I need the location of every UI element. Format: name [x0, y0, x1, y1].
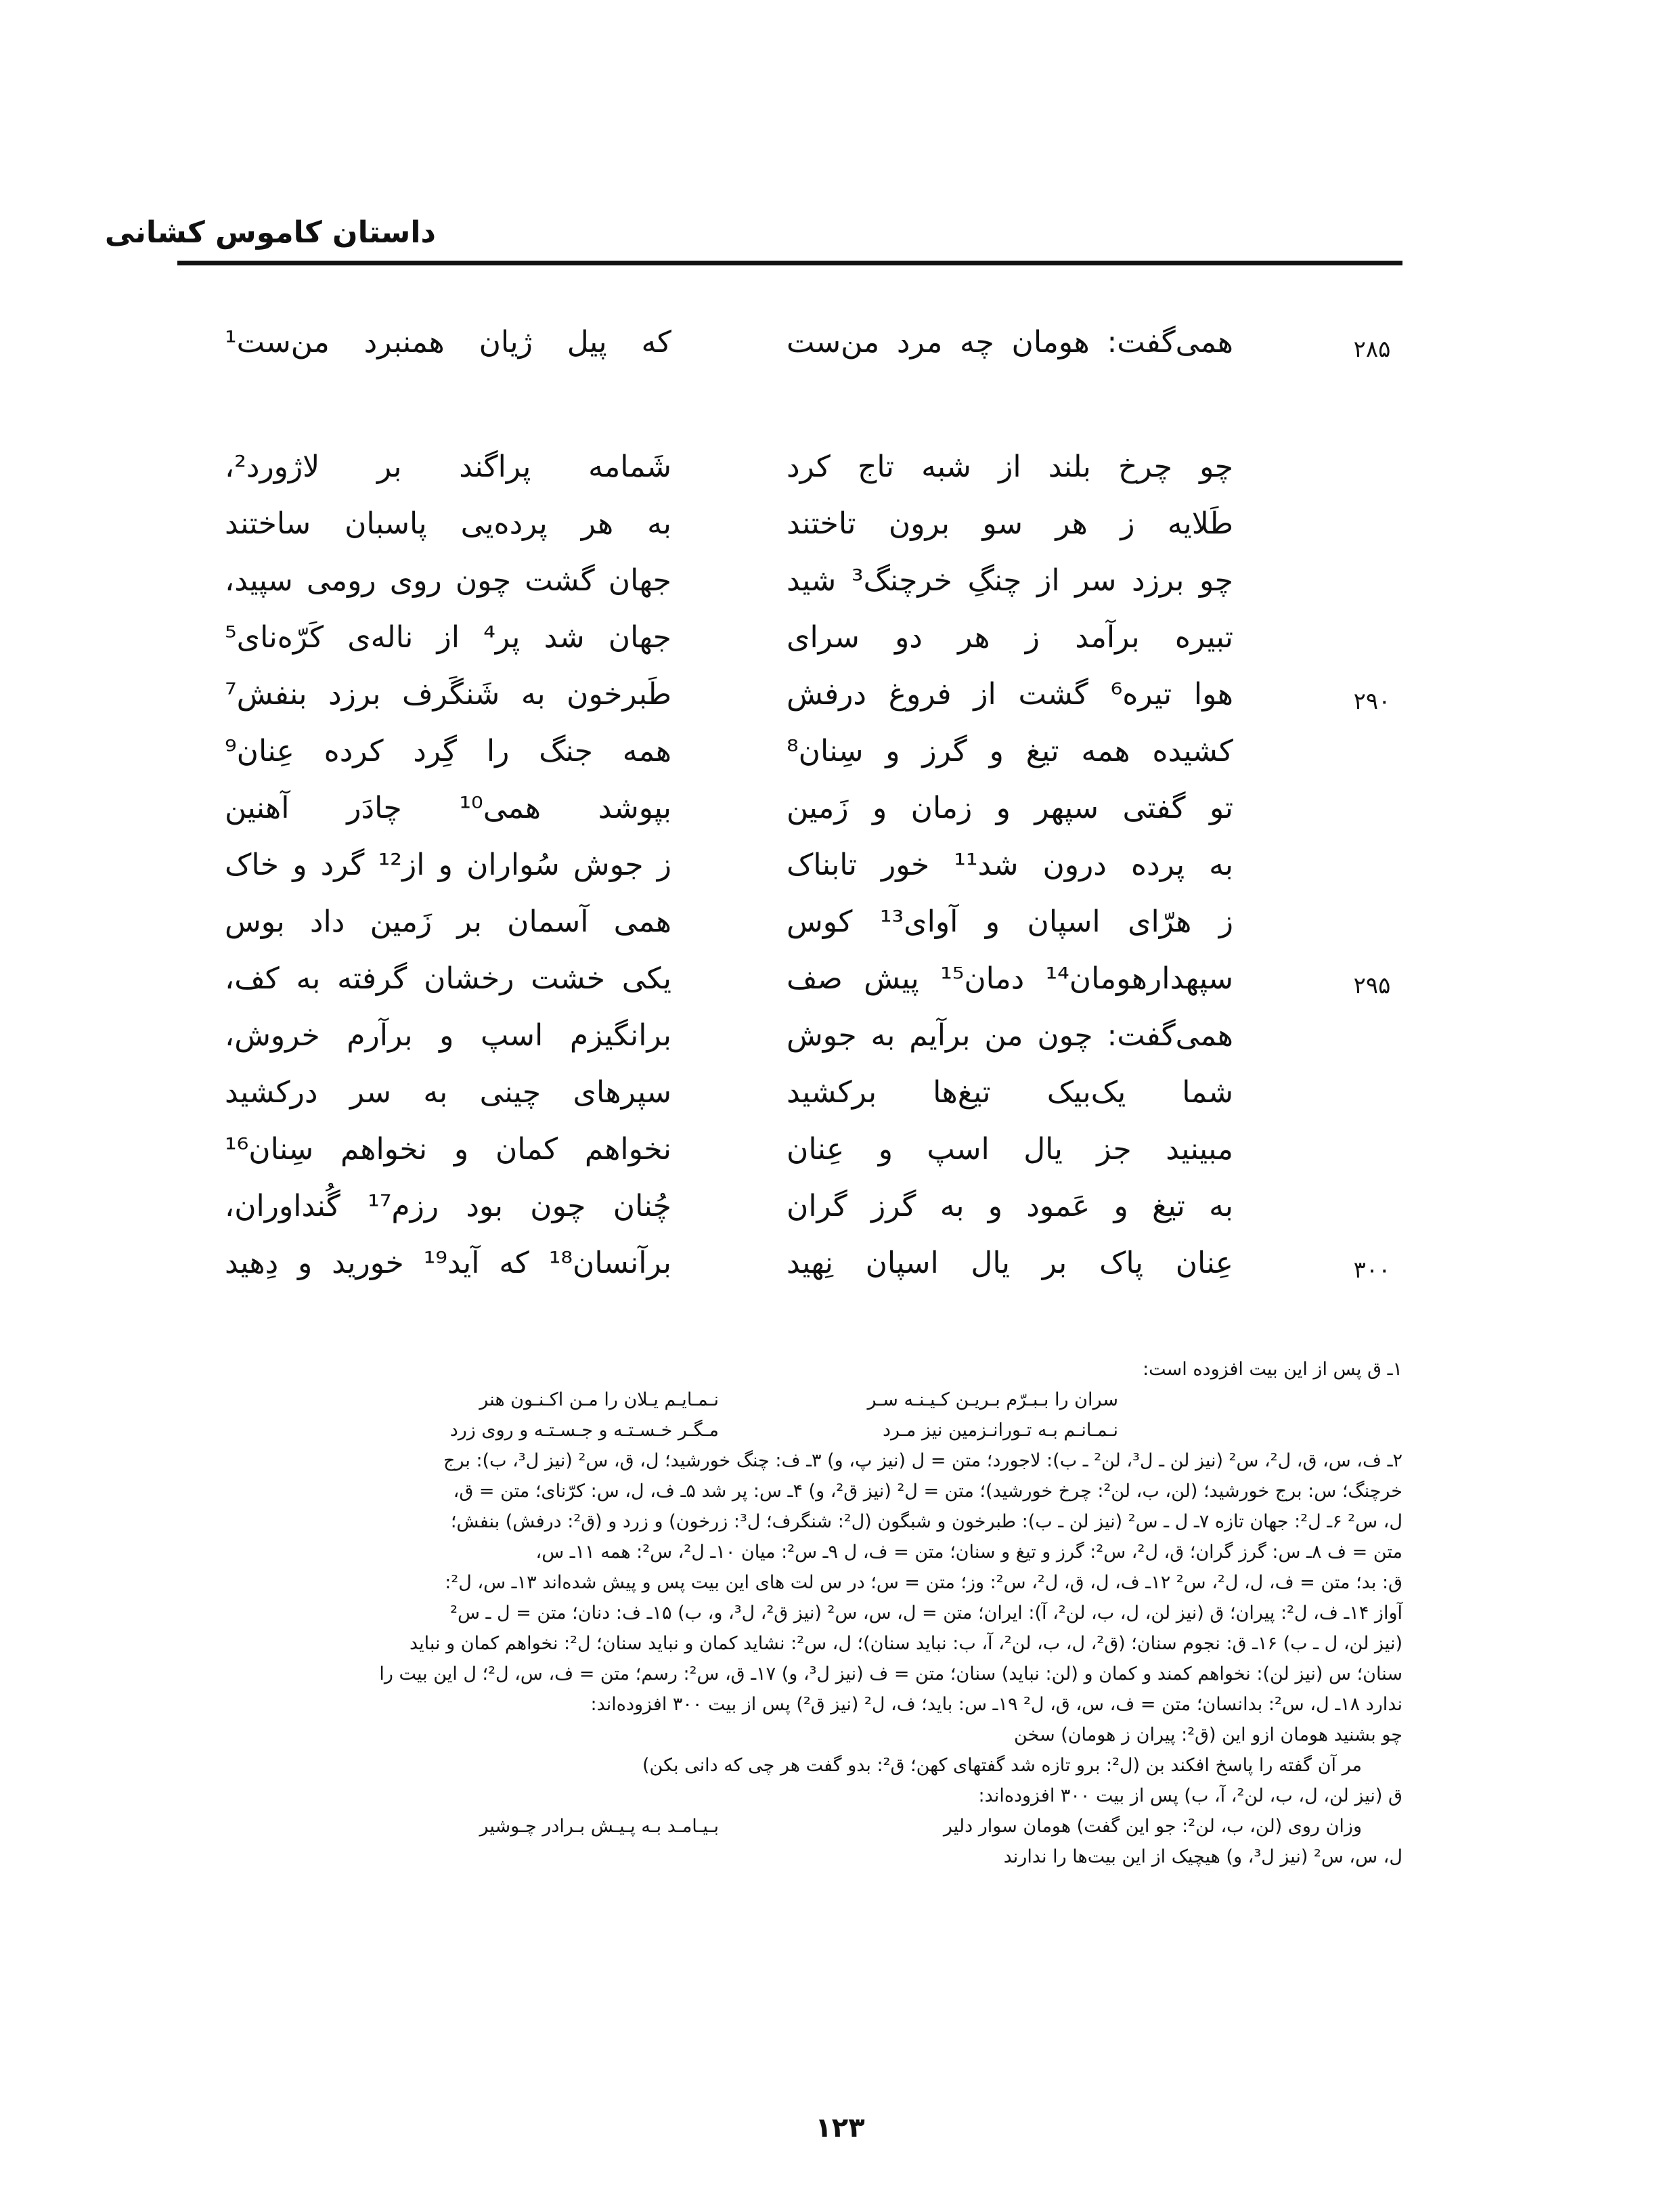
verse-row: [177, 841, 1402, 898]
page-number: ۱۲۳: [815, 2112, 865, 2143]
footnote-1-intro: ۱ـ ق پس از این بیت افزوده است:: [1143, 1359, 1402, 1380]
footnote-verse: [162, 1385, 1402, 1415]
hemistich-first: به تیغ و عَمود و به گرز گران: [787, 1189, 1233, 1223]
hemistich-first: همی‌گفت: چون من برآیم به جوش: [787, 1018, 1233, 1053]
verse-number: ۲۹۵: [1353, 972, 1391, 999]
hemistich-first: همی‌گفت: هومان چه مرد من‌ست: [787, 325, 1233, 360]
verse-row: [177, 557, 1402, 613]
footnote-hemistich-second: بـیـامـد بـه پـیـش بـرادر چـوشیر: [479, 1816, 719, 1837]
footnote-line: متن = ف ۸ـ س: گرز گران؛ ق، ل²، س²: گرز و تیغ و سنان؛ متن = ف، ل ۹ـ س²: میان ۱۰ـ ل²، س²: همه ۱۱ـ س،: [535, 1542, 1402, 1563]
verse-row: [177, 898, 1402, 955]
footnote-hemistich-second: نـمـایـم یـلان را مـن اکـنـون هنر: [479, 1389, 719, 1410]
footnote-hemistich-first: سران را بـبـرّم بـریـن کـیـنـه سـر: [867, 1389, 1118, 1410]
hemistich-first: شما یک‌بیک تیغ‌ها برکشید: [787, 1075, 1233, 1110]
verse-row: [177, 1011, 1402, 1068]
footnote-line: ندارد ۱۸ـ ل، س²: بدانسان؛ متن = ف، س، ق، ل² ۱۹ـ س: باید؛ ف، ل² (نیز ق²) پس از بیت ۳۰۰ افزوده‌اند:: [590, 1694, 1402, 1715]
footnote-line: خرچنگ؛ س: برج خورشید؛ (لن، ب، لن²: چرخ خورشید)؛ متن = ل² (نیز ق²، و) ۴ـ س: پر شد ۵ـ ف، ل، س: کرّنای؛ متن = ق،: [453, 1481, 1402, 1502]
footnote-final-line: ل، س، س² (نیز ل³، و) هیچیک از این بیت‌ها را ندارند: [1003, 1846, 1402, 1867]
footnote-hemistich-second: مـگـر خـسـتـه و جـسـتـه و روی زرد: [449, 1420, 719, 1441]
hemistich-second: همه جنگ را گِرد کرده عِنان⁹: [225, 734, 671, 768]
hemistich-first: عِنان پاک بر یال اسپان نِهید: [787, 1246, 1233, 1280]
footnote-line: ل، س² ۶ـ ل²: جهان تازه ۷ـ ل ـ س² (نیز لن ـ ب): طبرخون و شبگون (ل²: شنگرف؛ ل³: زرخون) و زرد و (ق²: درفش) بنفش؛: [450, 1511, 1402, 1532]
hemistich-second: جهان شد پر⁴ از ناله‌ی کَرّه‌نای⁵: [225, 620, 671, 655]
hemistich-second: برانگیزم اسپ و برآرم خروش،: [225, 1018, 671, 1053]
verse-row: [177, 784, 1402, 841]
hemistich-first: هوا تیره⁶ گشت از فروغ درفش: [787, 677, 1233, 712]
footnote-line: سنان؛ س (نیز لن): نخواهم کمند و کمان و (لن: نباید) سنان؛ متن = ف (نیز ل³، و) ۱۷ـ ق، س²: رسم؛ متن = ف، س، ل²؛ ل این بیت را: [379, 1663, 1402, 1684]
hemistich-second: یکی خشت رخشان گرفته به کف،: [225, 961, 671, 996]
footnote-hemistich-first: نـمـانـم بـه تـورانـزمین نیز مـرد: [882, 1420, 1118, 1441]
header-rule: [177, 261, 1402, 265]
verse-row: [177, 670, 1402, 727]
hemistich-first: سپهدارهومان¹⁴ دمان¹⁵ پیش صف: [787, 961, 1233, 996]
hemistich-first: چو چرخ بلند از شبه تاج کرد: [787, 450, 1233, 484]
hemistich-second: بپوشد همی¹⁰ چادَر آهنین: [225, 791, 671, 825]
hemistich-second: ز جوش سُواران و از¹² گرد و خاک: [225, 848, 671, 882]
verse-number: ۳۰۰: [1353, 1257, 1391, 1284]
hemistich-second: که پیل ژیان همنبرد من‌ست¹: [225, 325, 671, 360]
footnote-extra-line: چو بشنید هومان ازو این (ق²: پیران ز هومان) سخن: [1014, 1724, 1402, 1745]
hemistich-first: طَلایه ز هر سو برون تاختند: [787, 506, 1233, 541]
verse-row: [177, 613, 1402, 670]
hemistich-first: به پرده درون شد¹¹ خور تابناک: [787, 848, 1233, 882]
footnote-verse: [162, 1811, 1402, 1842]
hemistich-second: همی آسمان بر زَمین داد بوس: [225, 905, 671, 939]
hemistich-first: تبیره برآمد ز هر دو سرای: [787, 620, 1233, 655]
footnote-extra-line: ق (نیز لن، ل، ب، لن²، آ، ب) پس از بیت ۳۰۰ افزوده‌اند:: [978, 1785, 1402, 1806]
hemistich-first: کشیده همه تیغ و گرز و سِنان⁸: [787, 734, 1233, 768]
verse-row: [177, 318, 1402, 375]
hemistich-second: طَبرخون به شَنگَرف برزد بنفش⁷: [225, 677, 671, 712]
hemistich-first: چو برزد سر از چنگِ خرچنگ³ شید: [787, 563, 1233, 598]
footnote-extra-line: مر آن گفته را پاسخ افکند بن (ل²: برو تازه شد گفتهای کهن؛ ق²: بدو گفت هر چی که دانی بکن): [642, 1755, 1362, 1776]
verse-row: [177, 443, 1402, 500]
verse-block: [177, 318, 1402, 1296]
hemistich-second: چُنان چون بود رزم¹⁷ گُنداوران،: [225, 1189, 671, 1223]
hemistich-second: سپرهای چینی به سر درکشید: [225, 1075, 671, 1110]
footnote-verse: [162, 1415, 1402, 1445]
running-header-title: داستان کاموس کشانی: [104, 215, 436, 250]
footnote-line: (نیز لن، ل ـ ب) ۱۶ـ ق: نجوم سنان؛ (ق²، ل، ب، لن²، آ، ب: نباید سنان)؛ ل، س²: نشاید کمان و نباید سنان؛ ل²: نخواهم کمان و نباید: [409, 1633, 1402, 1654]
hemistich-second: نخواهم کمان و نخواهم سِنان¹⁶: [225, 1132, 671, 1167]
hemistich-first: مبینید جز یال اسپ و عِنان: [787, 1132, 1233, 1167]
hemistich-second: برآنسان¹⁸ که آید¹⁹ خورید و دِهید: [225, 1246, 671, 1280]
verse-row: [177, 727, 1402, 784]
verse-row: [177, 500, 1402, 557]
verse-row: [177, 1068, 1402, 1125]
footnotes: [162, 1354, 1402, 1872]
footnote-line: ۲ـ ف، س، ق، ل²، س² (نیز لن ـ ل³، لن² ـ ب): لاجورد؛ متن = ل (نیز پ، و) ۳ـ ف: چنگ خورشید؛ ل، ق، س² (نیز ل³، ب): برج: [443, 1450, 1402, 1471]
verse-row: [177, 1125, 1402, 1182]
hemistich-second: به هر پرده‌یی پاسبان ساختند: [225, 506, 671, 541]
verse-number: ۲۸۵: [1353, 336, 1391, 363]
verse-row: [177, 1239, 1402, 1296]
hemistich-second: شَمامه پراگند بر لاژورد²،: [225, 450, 671, 484]
verse-row: [177, 1182, 1402, 1239]
verse-number: ۲۹۰: [1353, 688, 1391, 715]
hemistich-first: تو گفتی سپهر و زمان و زَمین: [787, 791, 1233, 825]
verse-row: [177, 955, 1402, 1011]
hemistich-first: ز هرّای اسپان و آوای¹³ کوس: [787, 905, 1234, 939]
footnote-hemistich-first: وزان روی (لن، ب، لن²: جو این گفت) هومان سوار دلیر: [943, 1816, 1362, 1837]
footnote-line: آواز ۱۴ـ ف، ل²: پیران؛ ق (نیز لن، ل، ب، لن²، آ): ایران؛ متن = ل، س، س² (نیز ق²، ل³، و، ب) ۱۵ـ ف: دنان؛ متن = ل ـ س²: [450, 1603, 1402, 1624]
hemistich-second: جهان گشت چون روی رومی سپید،: [225, 563, 671, 598]
footnote-line: ق: بد؛ متن = ف، ل، ل²، س² ۱۲ـ ف، ل، ق، ل²، س²: وز؛ متن = س؛ در س لت های این بیت پس و پیش شده‌اند ۱۳ـ س، ل²:: [445, 1572, 1402, 1593]
